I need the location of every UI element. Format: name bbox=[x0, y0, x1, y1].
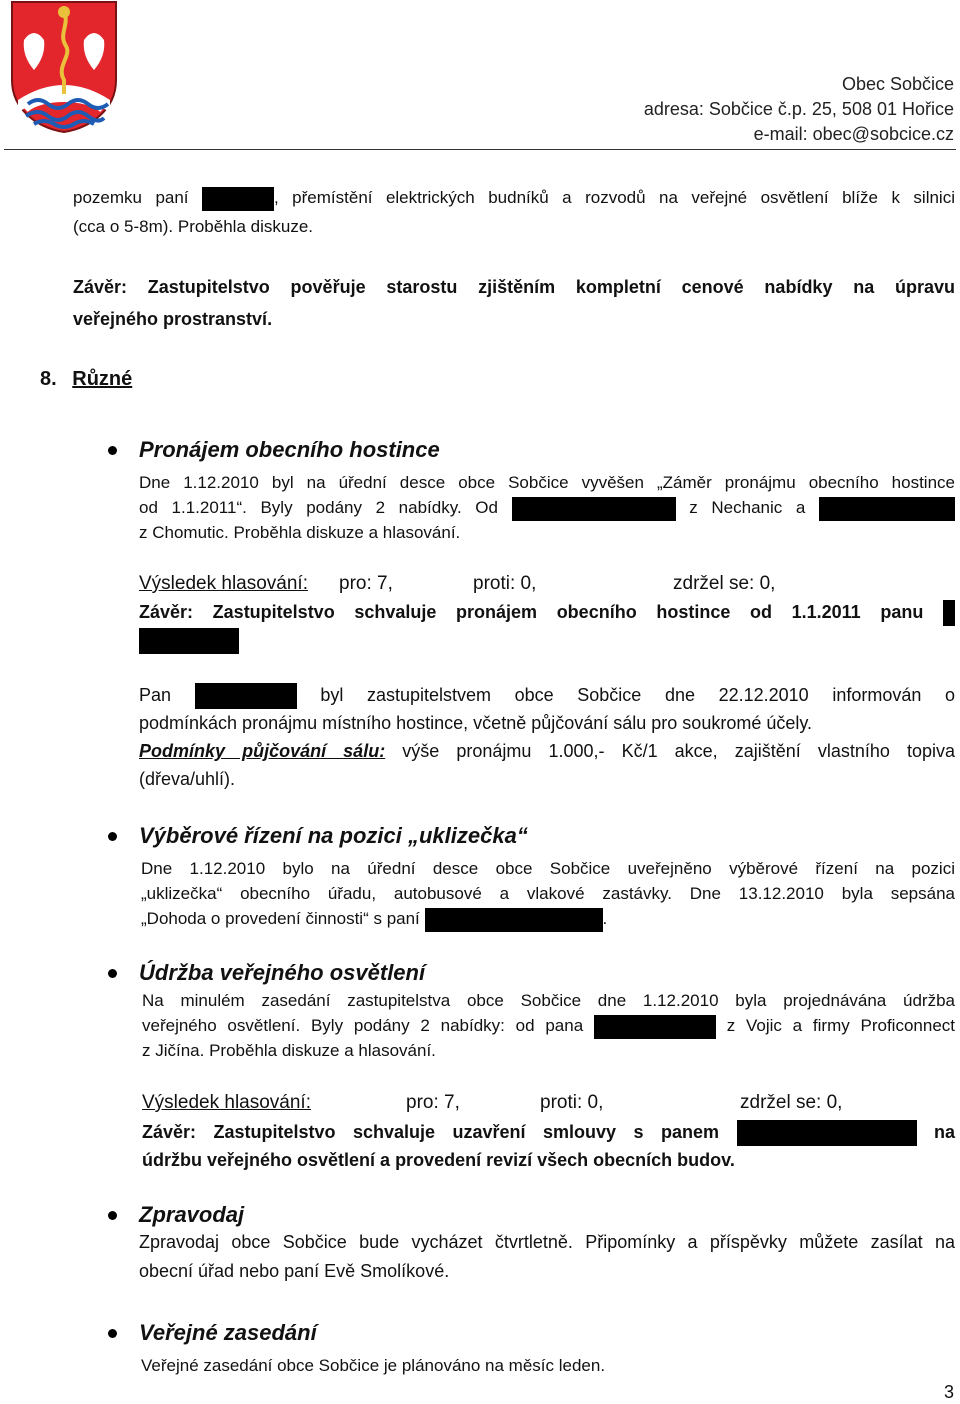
org-email[interactable]: e-mail: obec@sobcice.cz bbox=[753, 124, 954, 144]
bullet-dot bbox=[108, 832, 117, 841]
section-8-heading bbox=[40, 368, 132, 391]
zasedani-heading: Veřejné zasedání bbox=[139, 1320, 317, 1345]
vote-abstain: zdržel se: 0, bbox=[673, 573, 776, 594]
bullet-dot bbox=[108, 446, 117, 455]
redacted-name bbox=[202, 187, 274, 211]
section-number: 8. bbox=[40, 368, 57, 390]
osvetleni-conclusion: Závěr: Zastupitelstvo schvaluje uzavření smlouvy s panem na údržbu veřejného osvětlení a provedení revizí všech obecních budov. bbox=[142, 1122, 955, 1170]
uklizecka-heading: Výběrové řízení na pozici „uklizečka“ bbox=[139, 823, 528, 848]
hostinec-vote-result bbox=[139, 573, 955, 595]
intro-conclusion: Závěr: Zastupitelstvo pověřuje starostu zjištěním kompletní cenové nabídky na úpravu veřejného prostranství. bbox=[73, 277, 955, 329]
uklizecka-paragraph: Dne 1.12.2010 bylo na úřední desce obce Sobčice uveřejněno výběrové řízení na pozici „uklizečka“ obecního úřadu, autobusové a vlakové zastávky. Dne 13.12.2010 byla sepsána „Dohoda o provedení činnosti“ s paní . bbox=[141, 856, 955, 931]
redacted-name bbox=[195, 683, 297, 709]
page-number: 3 bbox=[943, 1382, 954, 1402]
vote-label: Výsledek hlasování: bbox=[142, 1092, 311, 1113]
redacted-name bbox=[139, 628, 239, 654]
redacted-name bbox=[594, 1015, 716, 1039]
intro-line-2: (cca o 5-8m). Proběhla diskuze. bbox=[73, 217, 313, 236]
osvetleni-vote-result bbox=[142, 1092, 955, 1114]
bullet-dot bbox=[108, 969, 117, 978]
redacted-name bbox=[737, 1120, 917, 1146]
section-title: Různé bbox=[72, 368, 133, 390]
vote-abstain: zdržel se: 0, bbox=[740, 1092, 843, 1113]
vote-for: pro: 7, bbox=[339, 573, 393, 594]
redacted-name bbox=[512, 497, 676, 521]
redacted-name bbox=[819, 497, 955, 521]
redacted-name bbox=[943, 600, 955, 626]
osvetleni-paragraph: Na minulém zasedání zastupitelstva obce Sobčice dne 1.12.2010 byla projednávána údržba veřejného osvětlení. Byly podány 2 nabídky: od pana z Vojic a firmy Proficonnect z Jičína. Proběhla diskuze a hlasování. bbox=[142, 991, 956, 1060]
letterhead bbox=[644, 72, 954, 147]
municipal-coat-of-arms bbox=[8, 0, 120, 134]
org-name: Obec Sobčice bbox=[841, 74, 954, 94]
hall-rental-terms-label: Podmínky půjčování sálu: bbox=[139, 741, 386, 761]
zpravodaj-paragraph: Zpravodaj obce Sobčice bude vycházet čtvrtletně. Připomínky a příspěvky můžete zasílat na obecní úřad nebo paní Evě Smolíkové. bbox=[139, 1232, 955, 1281]
hostinec-paragraph: Dne 1.12.2010 byl na úřední desce obce Sobčice vyvěšen „Záměr pronájmu obecního hostince od 1.1.2011“. Byly podány 2 nabídky. Od z Nechanic a z Chomutic. Proběhla diskuze a hlasování. bbox=[139, 473, 955, 542]
intro-paragraph bbox=[73, 185, 955, 239]
vote-for: pro: 7, bbox=[406, 1092, 460, 1113]
zpravodaj-heading: Zpravodaj bbox=[139, 1202, 245, 1227]
org-address: adresa: Sobčice č.p. 25, 508 01 Hořice bbox=[643, 99, 954, 119]
vote-against: proti: 0, bbox=[473, 573, 537, 594]
bullet-dot bbox=[108, 1211, 117, 1220]
vote-against: proti: 0, bbox=[540, 1092, 604, 1113]
osvetleni-heading: Údržba veřejného osvětlení bbox=[139, 960, 426, 985]
header-divider bbox=[4, 149, 956, 150]
vote-label: Výsledek hlasování: bbox=[139, 573, 308, 594]
hostinec-conclusion: Závěr: Zastupitelstvo schvaluje pronájem obecního hostince od 1.1.2011 panu bbox=[139, 600, 955, 625]
redacted-name bbox=[425, 908, 603, 932]
hostinec-paragraph-2: Pan byl zastupitelstvem obce Sobčice dne 22.12.2010 informován o podmínkách pronájmu místního hostince, včetně půjčování sálu pro soukromé účely. Podmínky půjčování sálu: výše pronájmu 1.000,- Kč/1 akce, zajištění vlastního topiva (dřeva/uhlí). bbox=[139, 685, 955, 789]
bullet-dot bbox=[108, 1329, 117, 1338]
hostinec-heading: Pronájem obecního hostince bbox=[139, 437, 440, 462]
intro-line-1: pozemku paní , přemístění elektrických budníků a rozvodů na veřejné osvětlení blíže k silnici bbox=[73, 185, 955, 210]
hostinec-line-2: od 1.1.2011“. Byly podány 2 nabídky. Od z Nechanic a bbox=[139, 495, 955, 520]
zasedani-paragraph: Veřejné zasedání obce Sobčice je plánováno na měsíc leden. bbox=[141, 1356, 606, 1375]
